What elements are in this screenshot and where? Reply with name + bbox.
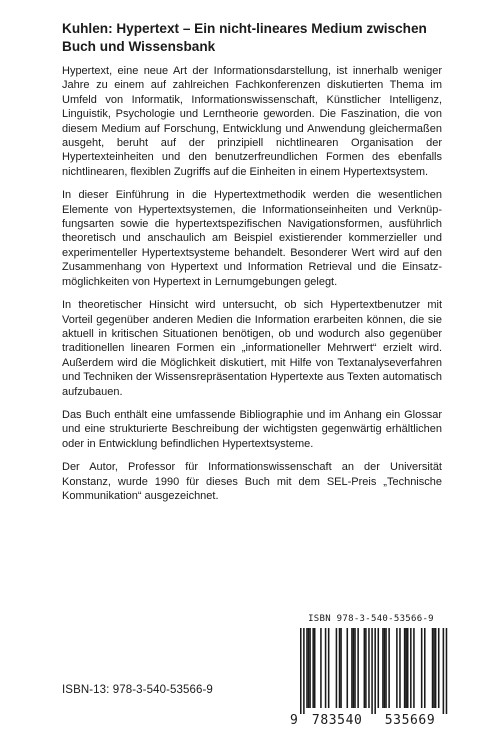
isbn-label: ISBN-13: 978-3-540-53566-9 <box>62 684 213 696</box>
barcode-bar <box>325 628 327 708</box>
barcode-bar <box>396 628 398 708</box>
barcode-digit-group-right: 535669 <box>384 713 436 728</box>
barcode-bar <box>399 628 401 708</box>
barcode-bar <box>371 628 373 714</box>
barcode-bar <box>443 628 445 714</box>
blurb-paragraph-5: Der Autor, Professor für Informationswissenschaft an der Universität Konstanz, wurde 1990 für dieses Buch mit dem SEL-Preis „Technische Kommunikation“ ausgezeichnet. <box>62 461 442 502</box>
barcode-bar <box>410 628 412 708</box>
barcode-bar <box>446 628 448 714</box>
barcode-bar <box>382 628 384 708</box>
barcode-digit-group-first: 9 <box>290 713 298 728</box>
barcode-bar <box>306 628 308 708</box>
barcode-bar <box>312 628 314 708</box>
barcode-digit-group-left: 783540 <box>311 713 363 728</box>
barcode-bar <box>339 628 341 708</box>
barcode-bar <box>365 628 367 708</box>
barcode-bar <box>336 628 338 708</box>
barcode-bar <box>421 628 423 708</box>
barcode-bar <box>385 628 387 708</box>
barcode-bar <box>368 628 370 708</box>
barcode-block <box>286 614 456 729</box>
barcode-bar <box>424 628 426 708</box>
barcode-bar <box>384 628 386 708</box>
blurb-paragraph-4: Das Buch enthält eine umfassende Bibliographie und im Anhang ein Glossar und eine strukturierte Beschreibung der wichtigsten gegenwärtig erhältlichen oder in Entwicklung befindlichen Hypertextsysteme. <box>62 408 442 450</box>
barcode-bar <box>340 628 342 708</box>
blurb-text <box>62 64 442 512</box>
barcode-bar <box>405 628 407 708</box>
barcode-bar <box>328 628 330 708</box>
barcode-bar <box>388 628 390 708</box>
barcode-bar <box>357 628 359 708</box>
barcode-bar <box>364 628 366 708</box>
barcode-bar <box>353 628 355 708</box>
barcode-bar <box>435 628 437 708</box>
blurb-paragraph-2: In dieser Einführung in die Hypertextmethodik werden die wesentlichen Elemente von Hypertextsystemen, die Informationseinheiten und Verknüpfungsarten sowie die hypertextspezifischen Navigationsformen, ausführlich theoretisch und anschaulich am Beispiel existierender kommerzieller und experimenteller Hypertextsysteme behandelt. Besonderer Wert wird auf den Zusammenhang von Hypertext und Information Retrieval und die Einsatzmöglichkeiten von Hypertext in Lernumgebungen gelegt. <box>62 189 442 288</box>
barcode-image <box>286 626 456 728</box>
barcode-bar <box>432 628 434 708</box>
barcode-bar <box>438 628 440 708</box>
barcode-bar <box>309 628 311 708</box>
barcode-bar <box>354 628 356 708</box>
barcode-isbn-text: ISBN 978-3-540-53566-9 <box>308 614 434 624</box>
barcode-bar <box>303 628 305 714</box>
blurb-paragraph-3: In theoretischer Hinsicht wird untersucht, ob sich Hypertextbenutzer mit Vorteil gegenüber anderen Medien die Information erarbeiten können, die sie aktuell in kritischen Situationen benötigen, ob und wodurch also gegenüber traditionellen linearen Formen ein „informationeller Mehrwert“ erzielt wird. Außerdem wird die Möglichkeit diskutiert, mit Hilfe von Textanalyseverfahren und Techniken der Wissensrepräsentation Hypertexte aus Texten automatisch aufzubauen. <box>62 299 442 398</box>
barcode-bar <box>407 628 409 708</box>
barcode-bar <box>300 628 302 714</box>
barcode-bar <box>404 628 406 708</box>
barcode-bar <box>308 628 310 708</box>
barcode-bars <box>300 628 447 714</box>
barcode-bar <box>378 628 380 708</box>
blurb-paragraph-1: Hypertext, eine neue Art der Informationsdarstellung, ist innerhalb weniger Jahre zu einem auf zahlreichen Fachkonferenzen diskutierten Thema im Umfeld von Informatik, Informationswissenschaft, Künstlicher Intelligenz, Linguistik, Psychologie und Lerntheorie geworden. Die Faszination, die von diesem Medium auf Forschung, Entwicklung und Anwendung gleichermaßen ausgeht, beruht auf der prinzipiell nichtlinearen Organisation der Hypertexteinheiten und den benutzerfreundlichen Formen des ebenfalls nichtlinearen, flexiblen Zugriffs auf die Einheiten in einem Hypertextsystem. <box>62 65 442 178</box>
barcode-bar <box>314 628 316 708</box>
barcode-bar <box>347 628 349 708</box>
barcode-bar <box>351 628 353 708</box>
barcode-bar <box>374 628 376 714</box>
barcode-bar <box>320 628 322 708</box>
book-title: Kuhlen: Hypertext – Ein nicht-lineares Medium zwischen Buch und Wissensbank <box>62 21 427 54</box>
barcode-bar <box>433 628 435 708</box>
barcode-bar <box>413 628 415 708</box>
